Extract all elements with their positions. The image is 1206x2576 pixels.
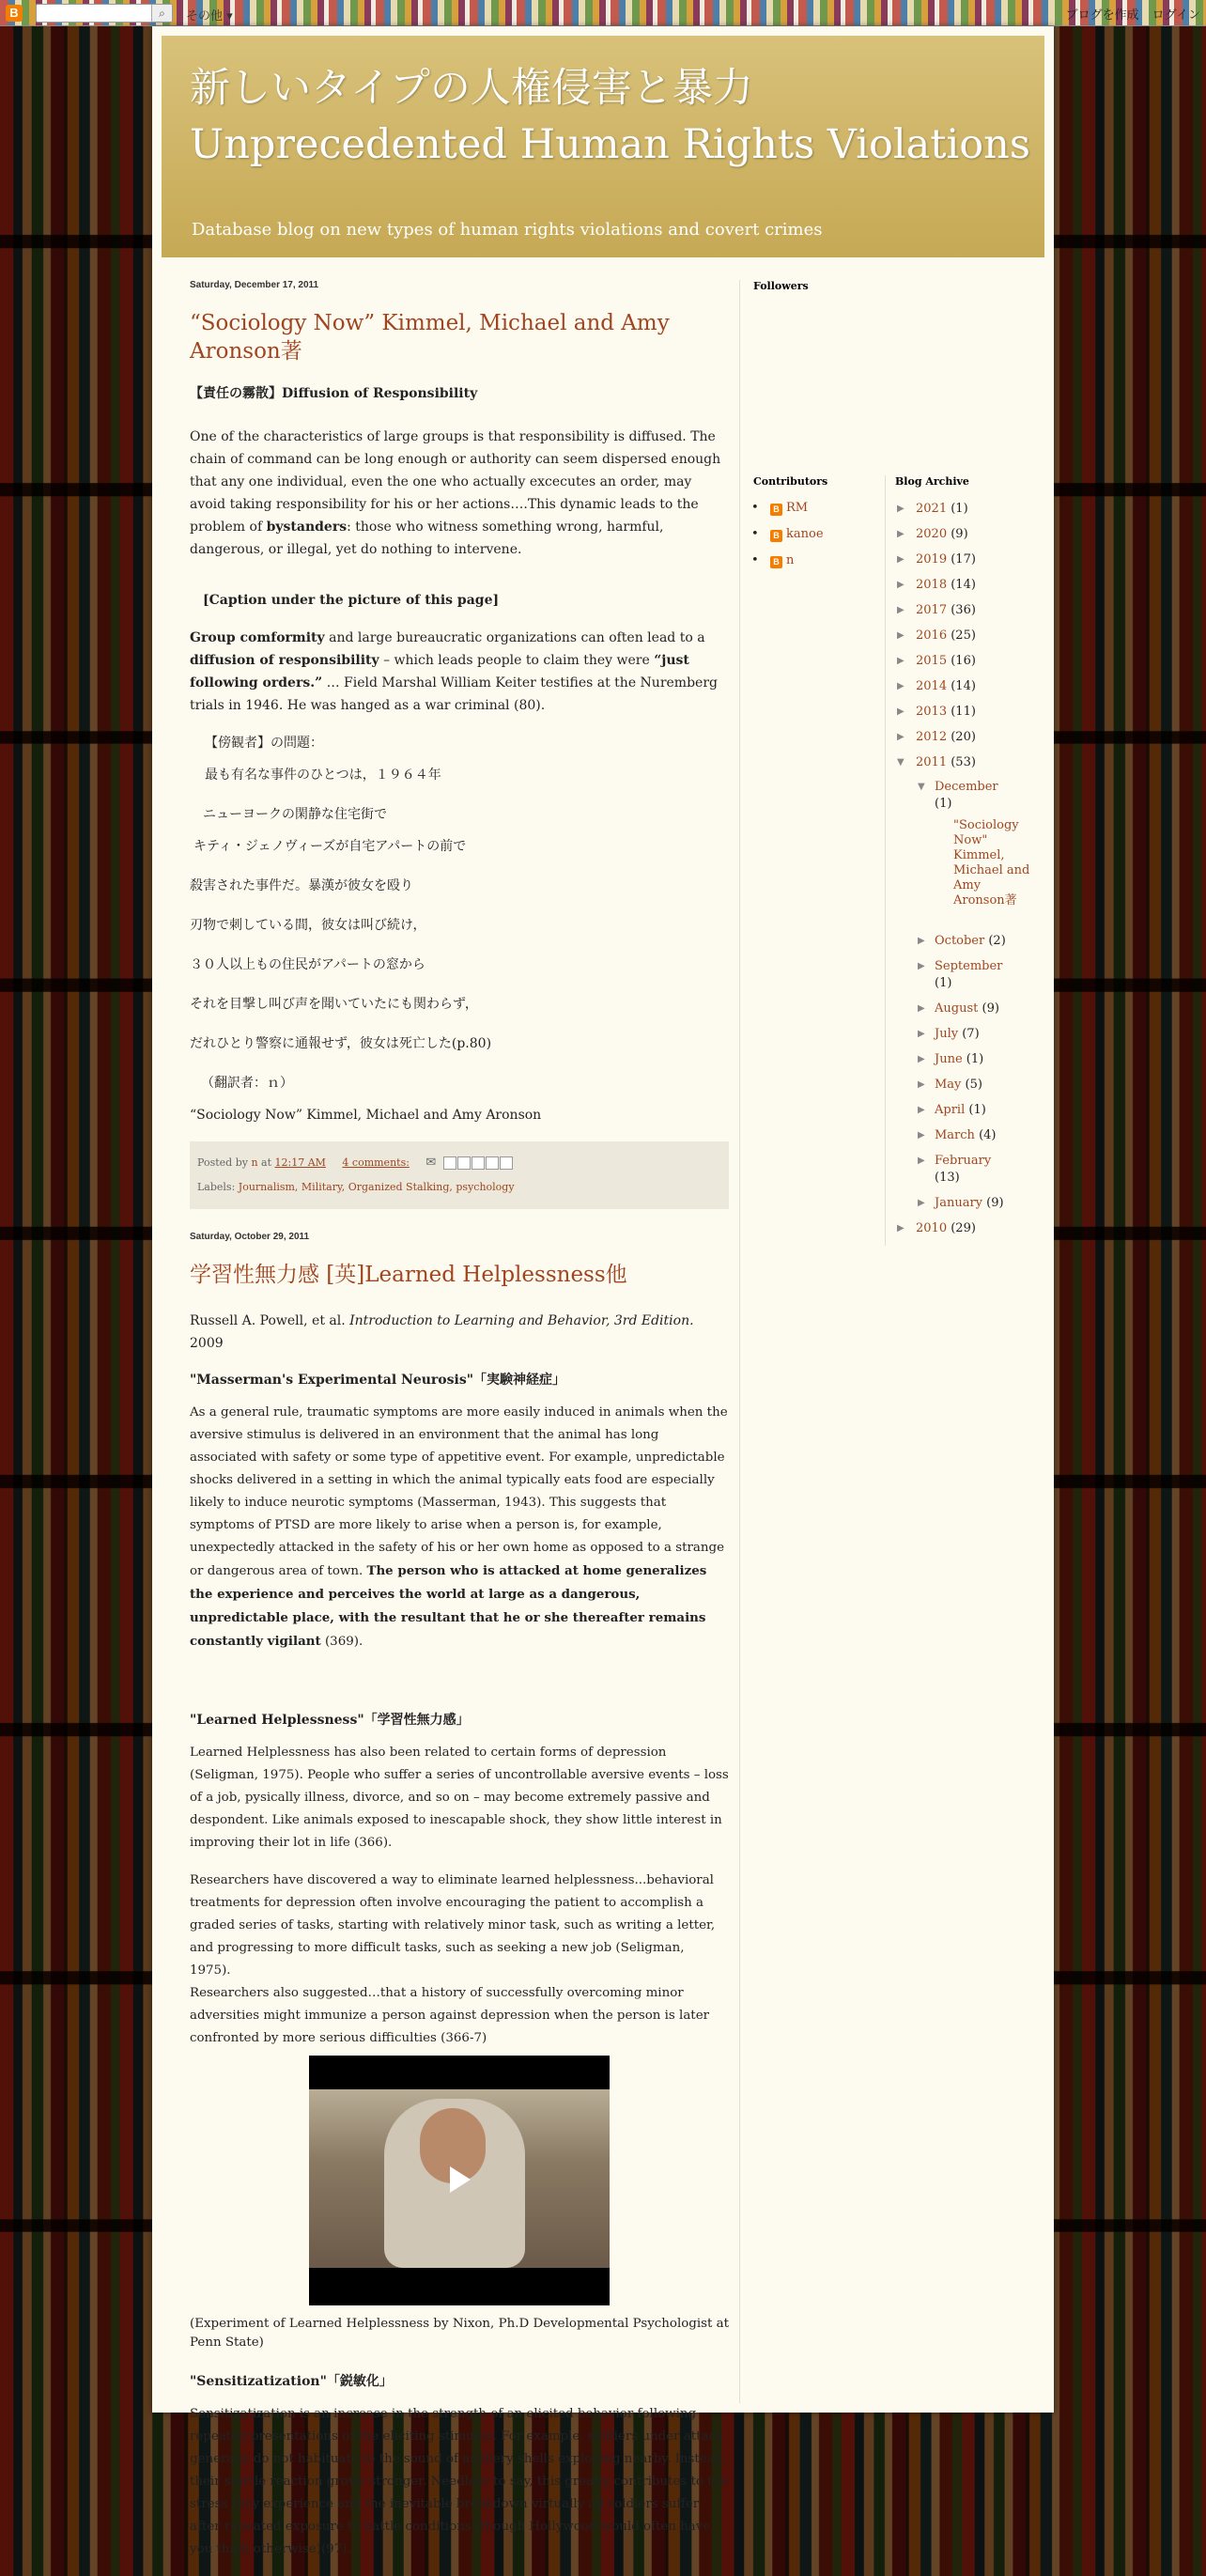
jp-line: 最も有名な事件のひとつは，１９６４年 [205,768,441,783]
archive-year[interactable]: ▶ 2020 (9) [897,527,968,541]
post-subtitle: 【責任の霧散】Diffusion of Responsibility [190,386,478,401]
expand-arrow-icon[interactable]: ▶ [918,1130,925,1141]
login-link[interactable]: ログイン [1152,8,1200,23]
blog-header [162,36,1044,257]
section-heading: "Masserman's Experimental Neurosis"「実験神経症」 [190,1373,566,1388]
contributor-link[interactable]: • B RM [753,501,866,516]
archive-year[interactable]: ▶ 2021 (1) [897,502,968,516]
archive-year[interactable]: ▶ 2015 (16) [897,654,976,668]
archive-heading: Blog Archive [895,475,969,488]
collapse-arrow-icon[interactable]: ▼ [918,782,925,792]
share-pinterest-icon[interactable] [500,1156,513,1170]
blogger-logo-icon[interactable]: B [6,5,23,22]
jp-line: それを目撃し叫び声を聞いていたにも関わらず， [190,997,478,1012]
section-heading: "Learned Helplessness"「学習性無力感」 [190,1713,470,1728]
navbar-search-input[interactable] [36,4,173,23]
expand-arrow-icon[interactable]: ▶ [918,1198,925,1208]
archive-year[interactable]: ▶ 2016 (25) [897,628,976,643]
blogger-profile-icon: B [770,504,782,516]
blog-archive-widget [885,475,1035,1246]
expand-arrow-icon[interactable]: ▶ [918,1105,925,1115]
archive-month[interactable]: ▶ January (9) [918,1196,1004,1210]
contributors-heading: Contributors [753,475,828,488]
navbar-more-menu[interactable]: その他 ▾ [186,9,233,23]
share-twitter-icon[interactable] [472,1156,485,1170]
expand-arrow-icon[interactable]: ▶ [897,706,904,717]
archive-month-expanded[interactable]: ▼ December (1) "Sociology Now" Kimmel, Michael and Amy Aronson著 [916,779,1035,908]
expand-arrow-icon[interactable]: ▶ [897,656,904,666]
jp-line: キティ・ジェノヴィーズが自宅アパートの前で [193,839,467,854]
post-paragraph: As a general rule, traumatic symptoms are more easily induced in animals when the aversive stimulus is delivered in an environment that the animal has long associated with safety or some type of appetitive event. For example, unpredictable shocks delivered in a setting in which the animal typically eats food are especially likely to induce neurotic symptoms (Masserman, 1943). This suggests that symptoms of PTSD are more likely to arise when a person is, for example, unexpectedly attacked in the safety of his or her own home as opposed to a strange or dangerous area of town. The person who is attacked at home generalizes the experience and perceives the world at large as a dangerous, unpredictable place, with the resultant that he or she thereafter remains constantly vigilant (369). [190,1405,728,1649]
expand-arrow-icon[interactable]: ▶ [897,630,904,641]
post-paragraph: Group comformity and large bureaucratic organizations can often lead to a diffusion of responsibility – which leads people to claim they were “just following orders.” … Field Marshal William Keiter testifies at the Nuremberg trials in 1946. He was hanged as a war criminal (80). [190,630,718,713]
post-paragraph: Researchers also suggested…that a history of successfully overcoming minor adversities might immunize a person against depression when the person is later confronted by more serious difficulties (366-7) [190,1986,710,2045]
expand-arrow-icon[interactable]: ▶ [918,1003,925,1014]
share-blog-icon[interactable] [457,1156,471,1170]
post-paragraph: Learned Helplessness has also been related to certain forms of depression (Seligman, 1975). People who suffer a series of uncontrollable aversive events – loss of a job, pysically illness, divorce, and so on – may become extremely passive and despondent. Like animals exposed to inescapable shock, they show little interest in improving their lot in life (366). [190,1746,729,1850]
blogger-profile-icon: B [770,556,782,568]
caption-heading: [Caption under the picture of this page] [203,593,500,608]
archive-month[interactable]: ▶ September (1) [918,959,1003,990]
jp-heading: 【傍観者】の問題： [205,736,323,751]
comments-link[interactable]: 4 comments: [342,1156,410,1169]
post-paragraph: One of the characteristics of large groups is that responsibility is diffused. The chain of command can be long enough or authority can seem dispersed enough that any one individual, even the one who actually excecutes an order, may avoid taking responsibility for his or her actions….This dynamic leads to the problem of bystanders: those who witness something wrong, harmful, dangerous, or illegal, yet do nothing to intervene. [190,429,721,557]
archive-year[interactable]: ▶ 2019 (17) [897,552,976,566]
contributor-link[interactable]: • B kanoe [753,527,866,542]
archive-year[interactable]: ▶ 2018 (14) [897,578,976,592]
play-icon[interactable] [450,2166,471,2193]
archive-month[interactable]: ▶ October (2) [918,934,1006,948]
expand-arrow-icon[interactable]: ▶ [897,554,904,565]
blogger-profile-icon: B [770,530,782,542]
archive-year[interactable]: ▶ 2012 (20) [897,730,976,744]
jp-line: 刃物で刺している間，彼女は叫び続け， [190,918,426,933]
post-learned-helplessness [190,1232,729,2561]
archive-year[interactable]: ▶ 2017 (36) [897,603,976,617]
expand-arrow-icon[interactable]: ▶ [897,732,904,742]
archive-month[interactable]: ▶ July (7) [918,1027,980,1041]
blogger-navbar [0,0,1206,26]
post-paragraph: Researchers have discovered a way to eliminate learned helplessness...behavioral treatments for depression often involve encouraging the patient to accomplish a graded series of tasks, starting with relatively minor task, such as writing a letter, and progressing to more difficult tasks, such as seeking a new job (Seligman, 1975). [190,1873,716,1978]
create-blog-link[interactable]: ブログを作成 [1065,8,1139,23]
post-reference: Russell A. Powell, et al. Introduction to Learning and Behavior, 3rd Edition. 2009 [190,1313,694,1351]
expand-arrow-icon[interactable]: ▶ [918,961,925,971]
search-icon[interactable]: ⌕ [151,5,172,22]
share-email-icon[interactable] [443,1156,456,1170]
archive-year-expanded[interactable]: ▼ 2011 (53) ▼ December (1) "Sociology Now" Kimmel, Michael and Amy Aronson著 ▶ October (2) ▶ September (1) ▶ August (9) ▶ July (7) ▶ June (1) ▶ May (5) ▶ April (1) ▶ March (4) ▶ February (13) ▶ January (9) [895,754,1035,1212]
post-meta: Posted by n at 12:17 AM 4 comments: ✉ [197,1151,721,1175]
post-sociology-now [190,280,729,1209]
post-footer [190,1141,729,1209]
translator-note: （翻訳者：ｎ） [201,1076,293,1091]
post-title[interactable]: 学習性無力感 [英]Learned Helplessness他 [190,1263,627,1287]
contributors-widget [753,475,866,580]
post-paragraph: Sensitizatization is an increase in the strength of an elicited behavior following repeated presentations of the eliciting stimulus. For example, soldiers under attack generally do not habituate to the sound of artillery shells exploding nearby. Instead, their startle reaction grows stronger. Needless to say, this greatly contributes to the stress they experience and the inevitable breakdown virtually all soldiers suffer after repeated exposure to battle conditions (though Hollywood would often have you think otherwise)(97). [190,2407,729,2556]
timestamp-link[interactable]: 12:17 AM [274,1156,326,1169]
expand-arrow-icon[interactable]: ▶ [918,1079,925,1090]
followers-heading: Followers [753,280,809,292]
navbar-right-links [1053,5,1200,23]
archive-month[interactable]: ▶ August (9) [918,1001,999,1016]
expand-arrow-icon[interactable]: ▶ [897,681,904,691]
archive-post-link[interactable]: "Sociology Now" Kimmel, Michael and Amy Aronson著 [953,818,1030,908]
labels-links[interactable]: Journalism, Military, Organized Stalking, psychology [238,1181,515,1193]
post-date: Saturday, December 17, 2011 [190,280,319,290]
archive-year[interactable]: ▶ 2013 (11) [897,705,976,719]
expand-arrow-icon[interactable]: ▶ [918,1054,925,1064]
expand-arrow-icon[interactable]: ▶ [897,529,904,539]
archive-month[interactable]: ▶ June (1) [918,1052,984,1066]
expand-arrow-icon[interactable]: ▶ [897,580,904,590]
jp-line: ニューヨークの閑静な住宅街で [203,807,387,822]
expand-arrow-icon[interactable]: ▶ [897,504,904,514]
jp-line: ３０人以上もの住民がアパートの窓から [190,957,425,972]
expand-arrow-icon[interactable]: ▶ [918,936,925,946]
post-labels: Labels: Journalism, Military, Organized Stalking, psychology [197,1181,515,1193]
video-player[interactable] [309,2056,610,2305]
jp-line: 殺害された事件だ。暴漢が彼女を殴り [190,878,413,893]
archive-month[interactable]: ▶ March (4) [918,1128,997,1142]
section-heading: "Sensitizatization"「鋭敏化」 [190,2374,393,2389]
expand-arrow-icon[interactable]: ▶ [897,1223,904,1234]
expand-arrow-icon[interactable]: ▶ [918,1029,925,1039]
column-divider [739,280,740,2403]
post-source: “Sociology Now” Kimmel, Michael and Amy Aronson [190,1108,542,1123]
archive-month[interactable]: ▶ February (13) [918,1154,992,1185]
email-post-icon[interactable]: ✉ [425,1156,437,1170]
main-column [190,280,729,2576]
blog-page [152,26,1054,2556]
expand-arrow-icon[interactable]: ▶ [897,605,904,615]
archive-month[interactable]: ▶ May (5) [918,1078,982,1092]
blog-description: Database blog on new types of human rights violations and covert crimes [192,220,823,240]
archive-year[interactable]: ▶ 2014 (14) [897,679,976,693]
blog-title[interactable]: 新しいタイプの人権侵害と暴力 Unprecedented Human Rights Violations [190,65,1030,168]
collapse-arrow-icon[interactable]: ▼ [897,757,904,768]
post-title[interactable]: “Sociology Now” Kimmel, Michael and Amy Aronson著 [190,311,670,364]
sidebar [753,280,1035,1235]
video-caption: (Experiment of Learned Helplessness by Nixon, Ph.D Developmental Psychologist at Penn State) [190,2317,730,2350]
contributor-link[interactable]: • B n [753,553,866,568]
archive-month[interactable]: ▶ April (1) [918,1103,986,1117]
post-date: Saturday, October 29, 2011 [190,1232,310,1242]
author-link[interactable]: n [251,1156,258,1169]
share-facebook-icon[interactable] [486,1156,499,1170]
jp-line: だれひとり警察に通報せず，彼女は死亡した(p.80) [190,1036,492,1051]
expand-arrow-icon[interactable]: ▶ [918,1156,925,1166]
archive-year[interactable]: ▶ 2010 (29) [897,1221,976,1235]
